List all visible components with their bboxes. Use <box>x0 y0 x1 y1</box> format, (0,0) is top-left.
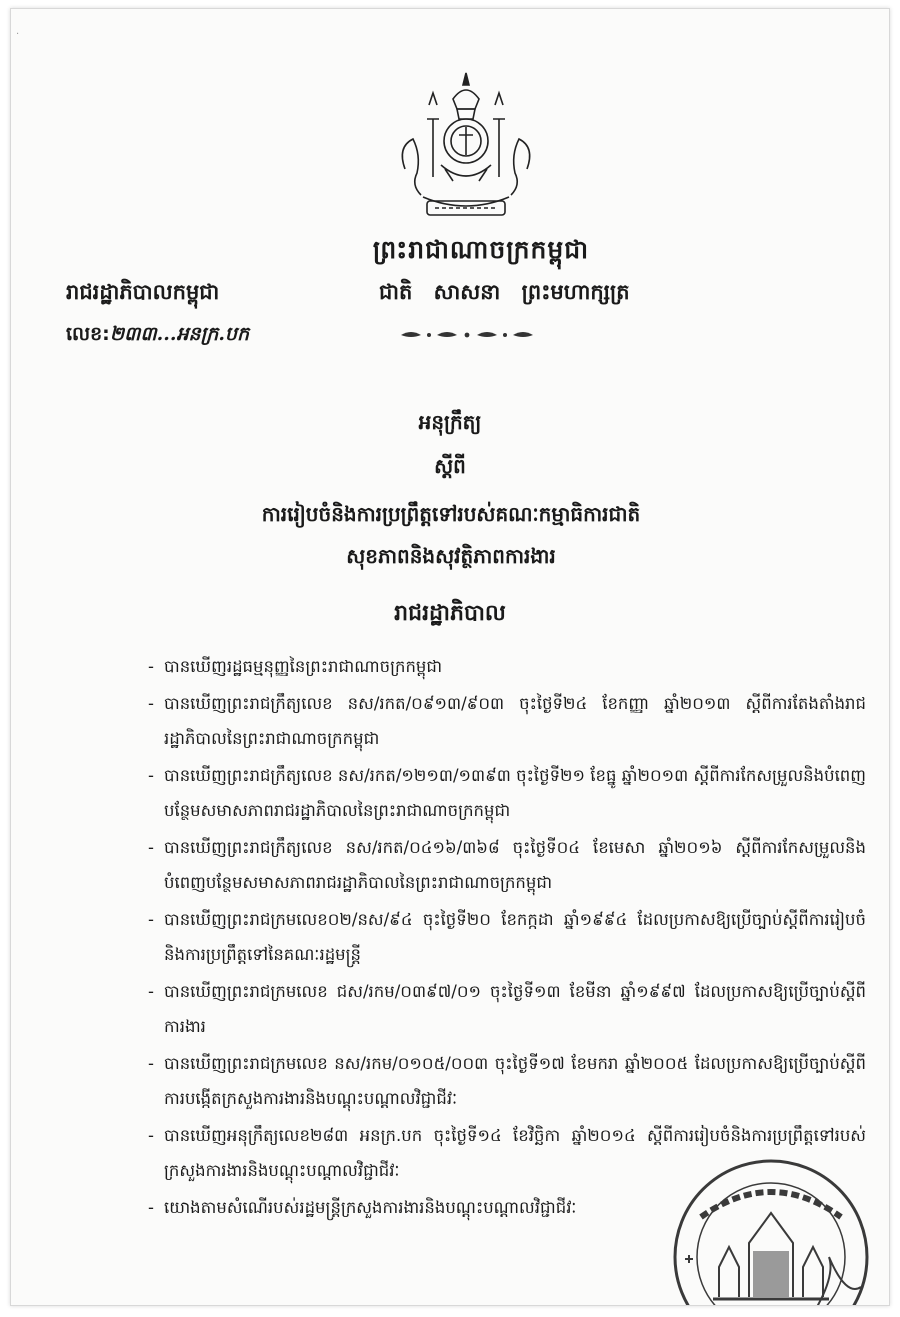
document-subject <box>131 493 771 577</box>
motto-king: ព្រះមហាក្សត្រ <box>521 280 630 304</box>
divider-ornament-icon <box>397 327 537 343</box>
document-about: ស្តីពី <box>434 454 466 478</box>
issuer-heading: រាជរដ្ឋាភិបាល <box>394 601 506 626</box>
subject-line: សុខភាពនិងសុវត្ថិភាពការងារ <box>346 544 556 568</box>
subject-line: ការរៀបចំនិងការប្រព្រឹត្តទៅរបស់គណៈកម្មាធិការជាតិ <box>261 502 641 526</box>
list-item: - បានឃើញអនុក្រឹត្យលេខ២៨៣ អនក្រ.បក ចុះថ្ងៃទី១៤ ខែវិច្ឆិកា ឆ្នាំ២០១៤ ស្តីពីការរៀបចំនិងការប្រព្រឹត្តទៅរបស់ក្រសួងការងារនិងបណ្តុះបណ្តាលវិជ្ជាជីវៈ <box>146 1118 866 1188</box>
list-item: - បានឃើញរដ្ឋធម្មនុញ្ញនៃព្រះរាជាណាចក្រកម្ពុជា <box>146 649 866 684</box>
list-item: - បានឃើញព្រះរាជក្រមលេខ នស/រកម/០១០៥/០០៣ ចុះថ្ងៃទី១៧ ខែមករា ឆ្នាំ២០០៥ ដែលប្រកាសឱ្យប្រើច្បាប់ស្តីពីការបង្កើតក្រសួងការងារនិងបណ្តុះបណ្តាលវិជ្ជាជីវៈ <box>146 1046 866 1116</box>
list-item: - បានឃើញព្រះរាជក្រឹត្យលេខ នស/រកត/០៤១៦/៣៦៨ ចុះថ្ងៃទី០៤ ខែមេសា ឆ្នាំ២០១៦ ស្តីពីការកែសម្រួលនិងបំពេញបន្ថែមសមាសភាពរាជរដ្ឋាភិបាលនៃព្រះរាជាណាចក្រកម្ពុជា <box>146 830 866 900</box>
list-item: - យោងតាមសំណើរបស់រដ្ឋមន្ត្រីក្រសួងការងារនិងបណ្តុះបណ្តាលវិជ្ជាជីវៈ <box>146 1190 866 1225</box>
kingdom-title: ព្រះរាជាណាចក្រកម្ពុជា <box>372 235 590 264</box>
list-item: - បានឃើញព្រះរាជក្រឹត្យលេខ នស/រកត/១២១៣/១៣៩៣ ចុះថ្ងៃទី២១ ខែធ្នូ ឆ្នាំ២០១៣ ស្តីពីការកែសម្រួលនិងបំពេញបន្ថែមសមាសភាពរាជរដ្ឋាភិបាលនៃព្រះរាជាណាចក្រកម្ពុជា <box>146 758 866 828</box>
list-item: - បានឃើញព្រះរាជក្រមលេខ០២/នស/៩៤ ចុះថ្ងៃទី២០ ខែកក្កដា ឆ្នាំ១៩៩៤ ដែលប្រកាសឱ្យប្រើច្បាប់ស្តីពីការរៀបចំនិងការប្រព្រឹត្តទៅនៃគណៈរដ្ឋមន្ត្រី <box>146 902 866 972</box>
document-page <box>10 8 890 1306</box>
government-label: រាជរដ្ឋាភិបាលកម្ពុជា <box>66 280 220 304</box>
reference-line <box>66 322 249 350</box>
royal-emblem-icon <box>383 69 549 229</box>
national-motto <box>379 279 679 310</box>
reference-prefix: លេខ: <box>66 323 110 345</box>
scan-mark: · <box>16 29 20 40</box>
list-item: - បានឃើញព្រះរាជក្រមលេខ ជស/រកម/០៣៩៧/០១ ចុះថ្ងៃទី១៣ ខែមីនា ឆ្នាំ១៩៩៧ ដែលប្រកាសឱ្យប្រើច្បាប់ស្តីពីការងារ <box>146 974 866 1044</box>
motto-religion: សាសនា <box>433 280 501 304</box>
reference-number: ២៣៣...អនក្រ.បក <box>109 323 250 345</box>
document-type: អនុក្រឹត្យ <box>418 410 482 434</box>
motto-nation: ជាតិ <box>379 280 413 304</box>
preamble-list <box>146 649 866 1227</box>
official-seal-icon <box>661 1147 881 1306</box>
list-item: - បានឃើញព្រះរាជក្រឹត្យលេខ នស/រកត/០៩១៣/៩០៣ ចុះថ្ងៃទី២៤ ខែកញ្ញា ឆ្នាំ២០១៣ ស្តីពីការតែងតាំងរាជរដ្ឋាភិបាលនៃព្រះរាជាណាចក្រកម្ពុជា <box>146 686 866 756</box>
